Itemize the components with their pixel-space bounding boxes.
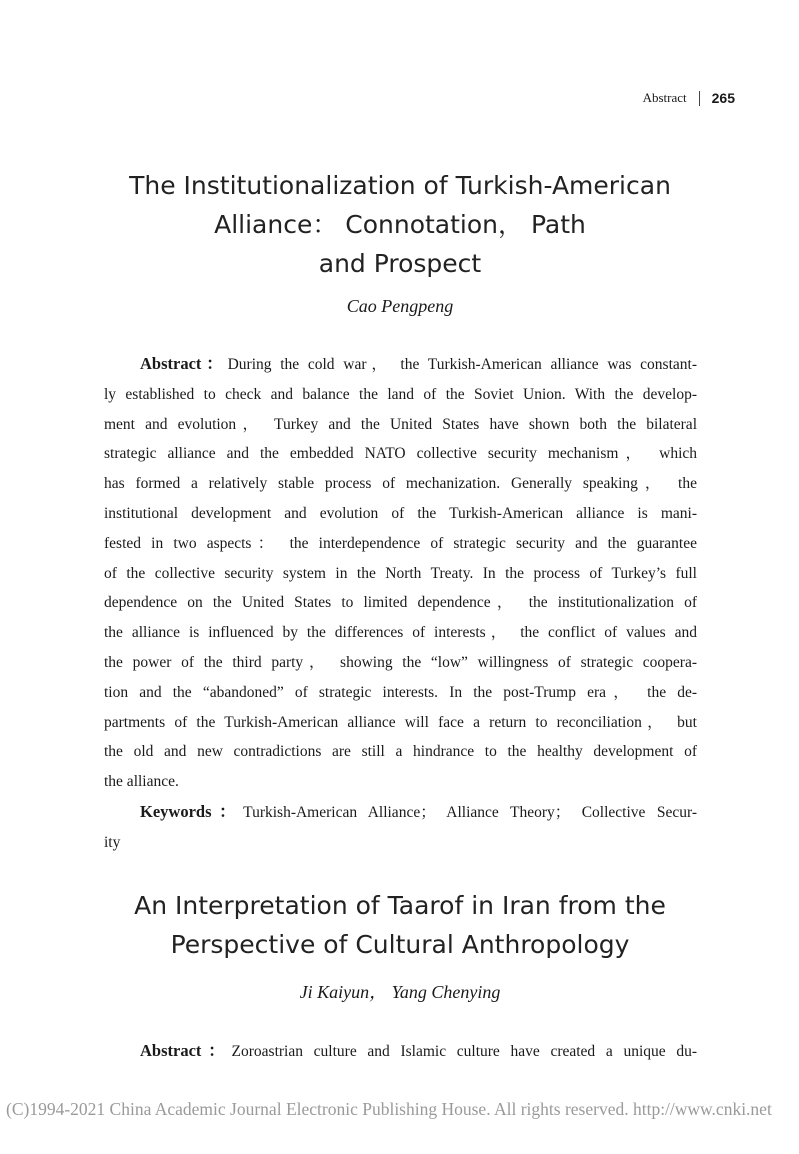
title-line: The Institutionalization of Turkish-American [129,171,671,200]
article-1-keywords [104,797,697,858]
abstract-line: the old and new contradictions are still a hindrance to the healthy development of [104,743,697,761]
header-divider [699,91,700,106]
title-line: Alliance： Connotation， Path [214,210,586,239]
keywords-line: ity [104,833,121,851]
abstract-line: has formed a relatively stable process of mechanization. Generally speaking， the [104,475,697,493]
copyright-watermark: (C)1994-2021 China Academic Journal Electronic Publishing House. All rights reserved. http://www.cnki.net [6,1099,772,1119]
abstract-line: the alliance is influenced by the differences of interests， the conflict of values and [104,624,697,642]
article-2-authors: Ji Kaiyun， Yang Chenying [299,982,501,1002]
abstract-line: institutional development and evolution of the Turkish-American alliance is mani- [104,504,697,522]
abstract-text: During the cold war， the Turkish-American alliance was constant- [227,356,697,373]
abstract-line: dependence on the United States to limited dependence， the institutionalization of [104,594,697,612]
keywords-text: Turkish-American Alliance； Alliance Theory； Collective Secur- [243,804,697,821]
title-line: and Prospect [318,249,482,278]
section-label: Abstract [642,90,687,105]
abstract-line: strategic alliance and the embedded NATO collective security mechanism， which [104,445,697,463]
article-1-title [100,166,700,283]
keywords-label: Keywords： [140,802,244,821]
keywords-line [104,797,697,828]
abstract-line: the alliance. [104,773,179,791]
abstract-line: of the collective security system in the North Treaty. In the process of Turkey’s full [104,564,697,582]
abstract-line: fested in two aspects： the interdependence of strategic security and the guarantee [104,534,697,552]
abstract-line: partments of the Turkish-American alliance will face a return to reconciliation， but [104,713,697,731]
page-header [643,90,735,106]
page-number: 265 [711,90,735,106]
title-line: An Interpretation of Taarof in Iran from the [134,891,666,920]
abstract-label: Abstract： [140,1041,232,1060]
abstract-line: tion and the “abandoned” of strategic interests. In the post-Trump era， the de- [104,683,697,701]
title-line: Perspective of Cultural Anthropology [170,930,630,959]
article-2-abstract [104,1036,697,1067]
abstract-line: ly established to check and balance the land of the Soviet Union. With the develop- [104,385,697,403]
abstract-label: Abstract： [140,354,228,373]
abstract-line [104,1036,697,1067]
article-1-authors: Cao Pengpeng [346,296,454,316]
abstract-line [104,349,697,380]
abstract-line: the power of the third party， showing the “low” willingness of strategic coopera- [104,653,697,671]
article-2-title [100,886,700,964]
abstract-text: Zoroastrian culture and Islamic culture have created a unique du- [231,1043,697,1060]
article-1-abstract [104,349,697,797]
abstract-line: ment and evolution， Turkey and the United States have shown both the bilateral [104,415,697,433]
